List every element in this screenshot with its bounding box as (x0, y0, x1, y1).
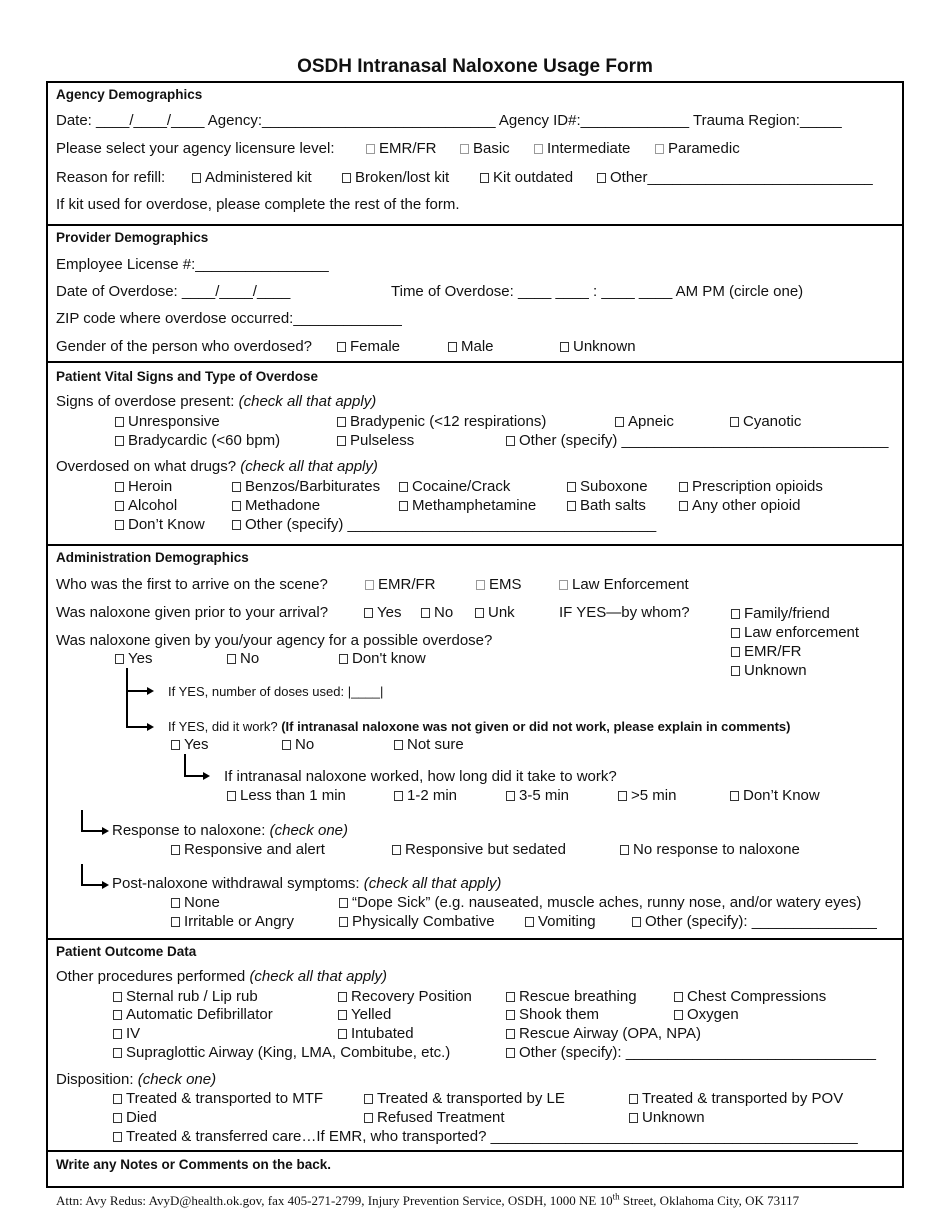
refill-other[interactable]: Other___________________________ (597, 169, 873, 187)
proc-yelled[interactable]: Yelled (338, 1006, 391, 1024)
sign-bradypenic[interactable]: Bradypenic (<12 respirations) (337, 413, 546, 431)
footer-contact: Attn: Avy Redus: AvyD@health.ok.gov, fax 405-271-2799, Injury Prevention Service, OSDH, 1000 NE 10th Street, Oklahoma City, OK 73117 (56, 1191, 800, 1208)
provider-heading: Provider Demographics (56, 230, 209, 245)
connector-line (126, 726, 148, 728)
sign-pulseless[interactable]: Pulseless (337, 432, 414, 450)
work-not-sure[interactable]: Not sure (394, 736, 464, 754)
checkbox-icon[interactable] (629, 1094, 638, 1104)
checkbox-icon[interactable] (115, 417, 124, 427)
drugs-label: Overdosed on what drugs? (check all that apply) (56, 458, 378, 475)
checkbox-icon[interactable] (731, 628, 740, 638)
checkbox-icon[interactable] (113, 1132, 122, 1142)
checkbox-icon[interactable] (618, 791, 627, 801)
drug-benzos[interactable]: Benzos/Barbiturates (232, 478, 380, 496)
checkbox-icon[interactable] (338, 1010, 347, 1020)
drug-bath-salts[interactable]: Bath salts (567, 497, 646, 515)
checkbox-icon[interactable] (366, 144, 375, 154)
refill-broken[interactable]: Broken/lost kit (342, 169, 449, 187)
checkbox-icon[interactable] (559, 580, 568, 590)
drug-heroin[interactable]: Heroin (115, 478, 172, 496)
connector-line (81, 830, 103, 832)
form-title: OSDH Intranasal Naloxone Usage Form (297, 56, 653, 77)
section-divider (46, 544, 904, 546)
checkbox-icon[interactable] (337, 342, 346, 352)
whom-emr-fr[interactable]: EMR/FR (731, 643, 802, 661)
drug-methamphetamine[interactable]: Methamphetamine (399, 497, 536, 515)
disp-unknown[interactable]: Unknown (629, 1109, 705, 1127)
checkbox-icon[interactable] (337, 436, 346, 446)
checkbox-icon[interactable] (506, 1029, 515, 1039)
checkbox-icon[interactable] (476, 580, 485, 590)
checkbox-icon[interactable] (480, 173, 489, 183)
refill-outdated[interactable]: Kit outdated (480, 169, 573, 187)
section-divider (46, 938, 904, 940)
checkbox-icon[interactable] (560, 342, 569, 352)
checkbox-icon[interactable] (506, 1010, 515, 1020)
checkbox-icon[interactable] (674, 992, 683, 1002)
checkbox-icon[interactable] (629, 1113, 638, 1123)
disp-le[interactable]: Treated & transported by LE (364, 1090, 565, 1108)
whom-unknown[interactable]: Unknown (731, 662, 807, 680)
drug-cocaine[interactable]: Cocaine/Crack (399, 478, 510, 496)
agency-heading: Agency Demographics (56, 87, 203, 102)
outcome-heading: Patient Outcome Data (56, 944, 197, 959)
disp-mtf[interactable]: Treated & transported to MTF (113, 1090, 323, 1108)
arrow-right-icon (147, 687, 154, 695)
checkbox-icon[interactable] (227, 791, 236, 801)
proc-oxygen[interactable]: Oxygen (674, 1006, 739, 1024)
prior-yes[interactable]: Yes (364, 604, 401, 622)
doses-used-field[interactable]: If YES, number of doses used: |____| (168, 684, 384, 699)
proc-rescue-airway[interactable]: Rescue Airway (OPA, NPA) (506, 1025, 701, 1043)
proc-recovery-position[interactable]: Recovery Position (338, 988, 472, 1006)
checkbox-icon[interactable] (421, 608, 430, 618)
signs-label: Signs of overdose present: (check all that apply) (56, 393, 377, 410)
withdrawal-combative[interactable]: Physically Combative (339, 913, 495, 931)
licensure-label: Please select your agency licensure level: (56, 140, 335, 157)
withdrawal-other[interactable]: Other (specify): _______________ (632, 913, 877, 931)
arrow-right-icon (102, 881, 109, 889)
connector-line (126, 668, 128, 728)
drug-other[interactable]: Other (specify) _____________________________________ (232, 516, 656, 534)
disp-transferred[interactable]: Treated & transferred care…If EMR, who transported? ____________________________________________ (113, 1128, 858, 1146)
checkbox-icon[interactable] (113, 1010, 122, 1020)
licensure-emr-fr[interactable]: EMR/FR (366, 140, 437, 158)
checkbox-icon[interactable] (506, 791, 515, 801)
checkbox-icon[interactable] (655, 144, 664, 154)
refill-administered[interactable]: Administered kit (192, 169, 312, 187)
drug-prescription-opioids[interactable]: Prescription opioids (679, 478, 823, 496)
checkbox-icon[interactable] (679, 482, 688, 492)
licensure-intermediate[interactable]: Intermediate (534, 140, 630, 158)
checkbox-icon[interactable] (567, 482, 576, 492)
admin-heading: Administration Demographics (56, 550, 249, 565)
proc-intubated[interactable]: Intubated (338, 1025, 414, 1043)
checkbox-icon[interactable] (113, 1048, 122, 1058)
checkbox-icon[interactable] (338, 1029, 347, 1039)
checkbox-icon[interactable] (115, 436, 124, 446)
disposition-label: Disposition: (check one) (56, 1071, 217, 1088)
withdrawal-none[interactable]: None (171, 894, 220, 912)
checkbox-icon[interactable] (730, 417, 739, 427)
if-yes-by-whom-label: IF YES—by whom? (559, 604, 690, 621)
checkbox-icon[interactable] (339, 654, 348, 664)
arrow-right-icon (203, 772, 210, 780)
work-no[interactable]: No (282, 736, 314, 754)
checkbox-icon[interactable] (364, 1113, 373, 1123)
section-divider (46, 361, 904, 363)
vitals-heading: Patient Vital Signs and Type of Overdose (56, 369, 319, 384)
given-dont-know[interactable]: Don't know (339, 650, 426, 668)
checkbox-icon[interactable] (731, 666, 740, 676)
proc-defibrillator[interactable]: Automatic Defibrillator (113, 1006, 273, 1024)
prior-no[interactable]: No (421, 604, 453, 622)
checkbox-icon[interactable] (399, 501, 408, 511)
checkbox-icon[interactable] (232, 482, 241, 492)
whom-law-enforcement[interactable]: Law enforcement (731, 624, 859, 642)
checkbox-icon[interactable] (339, 917, 348, 927)
checkbox-icon[interactable] (227, 654, 236, 664)
whom-family-friend[interactable]: Family/friend (731, 605, 830, 623)
first-emr-fr[interactable]: EMR/FR (365, 576, 436, 594)
checkbox-icon[interactable] (475, 608, 484, 618)
gender-male[interactable]: Male (448, 338, 494, 356)
howlong-less-1[interactable]: Less than 1 min (227, 787, 346, 805)
gender-unknown[interactable]: Unknown (560, 338, 636, 356)
proc-supraglottic[interactable]: Supraglottic Airway (King, LMA, Combitube, etc.) (113, 1044, 450, 1062)
checkbox-icon[interactable] (731, 647, 740, 657)
withdrawal-dope-sick[interactable]: “Dope Sick” (e.g. nauseated, muscle aches, runny nose, and/or watery eyes) (339, 894, 861, 912)
checkbox-icon[interactable] (171, 740, 180, 750)
given-no[interactable]: No (227, 650, 259, 668)
drug-methadone[interactable]: Methadone (232, 497, 320, 515)
given-yes[interactable]: Yes (115, 650, 152, 668)
howlong-1-2[interactable]: 1-2 min (394, 787, 457, 805)
arrow-right-icon (102, 827, 109, 835)
withdrawal-vomiting[interactable]: Vomiting (525, 913, 596, 931)
drug-other-opioid[interactable]: Any other opioid (679, 497, 800, 515)
checkbox-icon[interactable] (730, 791, 739, 801)
checkbox-icon[interactable] (394, 740, 403, 750)
checkbox-icon[interactable] (506, 436, 515, 446)
arrow-right-icon (147, 723, 154, 731)
connector-line (81, 864, 83, 886)
drug-alcohol[interactable]: Alcohol (115, 497, 177, 515)
first-arrival-label: Who was the first to arrive on the scene? (56, 576, 328, 593)
how-long-label: If intranasal naloxone worked, how long did it take to work? (224, 768, 617, 785)
section-divider (46, 224, 904, 226)
checkbox-icon[interactable] (632, 917, 641, 927)
sign-apneic[interactable]: Apneic (615, 413, 674, 431)
checkbox-icon[interactable] (232, 520, 241, 530)
checkbox-icon[interactable] (394, 791, 403, 801)
zip-code-field[interactable]: ZIP code where overdose occurred:_____________ (56, 310, 402, 327)
section-divider (46, 1150, 904, 1152)
checkbox-icon[interactable] (597, 173, 606, 183)
checkbox-icon[interactable] (115, 654, 124, 664)
checkbox-icon[interactable] (337, 417, 346, 427)
checkbox-icon[interactable] (282, 740, 291, 750)
proc-iv[interactable]: IV (113, 1025, 140, 1043)
procedures-label: Other procedures performed (check all that apply) (56, 968, 388, 985)
connector-line (126, 690, 148, 692)
connector-line (184, 775, 204, 777)
withdrawal-label: Post-naloxone withdrawal symptoms: (check all that apply) (112, 875, 502, 892)
sign-unresponsive[interactable]: Unresponsive (115, 413, 220, 431)
checkbox-icon[interactable] (364, 1094, 373, 1104)
proc-other[interactable]: Other (specify): ______________________________ (506, 1044, 876, 1062)
gender-female[interactable]: Female (337, 338, 400, 356)
checkbox-icon[interactable] (620, 845, 629, 855)
response-none[interactable]: No response to naloxone (620, 841, 800, 859)
proc-shook-them[interactable]: Shook them (506, 1006, 599, 1024)
sign-cyanotic[interactable]: Cyanotic (730, 413, 801, 431)
checkbox-icon[interactable] (460, 144, 469, 154)
disp-died[interactable]: Died (113, 1109, 157, 1127)
checkbox-icon[interactable] (171, 917, 180, 927)
notes-instruction: Write any Notes or Comments on the back. (56, 1157, 332, 1172)
prior-unk[interactable]: Unk (475, 604, 515, 622)
employee-license-field[interactable]: Employee License #:________________ (56, 256, 329, 273)
checkbox-icon[interactable] (113, 1113, 122, 1123)
sign-bradycardic[interactable]: Bradycardic (<60 bpm) (115, 432, 280, 450)
first-law-enforcement[interactable]: Law Enforcement (559, 576, 689, 594)
checkbox-icon[interactable] (506, 1048, 515, 1058)
agency-info-line[interactable]: Date: ____/____/____ Agency:____________________________ Agency ID#:_____________ Trauma Region:_____ (56, 112, 842, 129)
response-sedated[interactable]: Responsive but sedated (392, 841, 566, 859)
howlong-dont-know[interactable]: Don’t Know (730, 787, 820, 805)
checkbox-icon[interactable] (342, 173, 351, 183)
licensure-basic[interactable]: Basic (460, 140, 510, 158)
prior-label: Was naloxone given prior to your arrival? (56, 604, 329, 621)
disp-refused[interactable]: Refused Treatment (364, 1109, 505, 1127)
first-ems[interactable]: EMS (476, 576, 522, 594)
checkbox-icon[interactable] (113, 1094, 122, 1104)
checkbox-icon[interactable] (534, 144, 543, 154)
refill-label: Reason for refill: (56, 169, 166, 186)
checkbox-icon[interactable] (506, 992, 515, 1002)
checkbox-icon[interactable] (679, 501, 688, 511)
checkbox-icon[interactable] (192, 173, 201, 183)
checkbox-icon[interactable] (232, 501, 241, 511)
proc-chest-compressions[interactable]: Chest Compressions (674, 988, 826, 1006)
connector-line (81, 810, 83, 832)
time-of-overdose-field[interactable]: Time of Overdose: ____ ____ : ____ ____ AM PM (circle one) (391, 283, 804, 300)
disp-pov[interactable]: Treated & transported by POV (629, 1090, 843, 1108)
checkbox-icon[interactable] (615, 417, 624, 427)
kit-note: If kit used for overdose, please complete the rest of the form. (56, 196, 460, 213)
connector-line (81, 884, 103, 886)
drug-suboxone[interactable]: Suboxone (567, 478, 648, 496)
checkbox-icon[interactable] (399, 482, 408, 492)
withdrawal-irritable[interactable]: Irritable or Angry (171, 913, 294, 931)
checkbox-icon[interactable] (448, 342, 457, 352)
checkbox-icon[interactable] (115, 482, 124, 492)
checkbox-icon[interactable] (525, 917, 534, 927)
response-alert[interactable]: Responsive and alert (171, 841, 325, 859)
howlong-3-5[interactable]: 3-5 min (506, 787, 569, 805)
connector-line (184, 754, 186, 777)
gender-label: Gender of the person who overdosed? (56, 338, 313, 355)
checkbox-icon[interactable] (338, 992, 347, 1002)
checkbox-icon[interactable] (364, 608, 373, 618)
given-label: Was naloxone given by you/your agency for a possible overdose? (56, 632, 493, 649)
checkbox-icon[interactable] (115, 520, 124, 530)
checkbox-icon[interactable] (113, 992, 122, 1002)
proc-sternal-rub[interactable]: Sternal rub / Lip rub (113, 988, 258, 1006)
checkbox-icon[interactable] (731, 609, 740, 619)
checkbox-icon[interactable] (365, 580, 374, 590)
work-yes[interactable]: Yes (171, 736, 208, 754)
did-it-work-label: If YES, did it work? (If intranasal naloxone was not given or did not work, please explain in comments) (168, 719, 791, 734)
date-of-overdose-field[interactable]: Date of Overdose: ____/____/____ (56, 283, 291, 300)
checkbox-icon[interactable] (567, 501, 576, 511)
checkbox-icon[interactable] (115, 501, 124, 511)
checkbox-icon[interactable] (171, 898, 180, 908)
licensure-paramedic[interactable]: Paramedic (655, 140, 740, 158)
checkbox-icon[interactable] (674, 1010, 683, 1020)
response-label: Response to naloxone: (check one) (112, 822, 348, 839)
checkbox-icon[interactable] (171, 845, 180, 855)
checkbox-icon[interactable] (339, 898, 348, 908)
proc-rescue-breathing[interactable]: Rescue breathing (506, 988, 637, 1006)
checkbox-icon[interactable] (392, 845, 401, 855)
howlong-over-5[interactable]: >5 min (618, 787, 676, 805)
checkbox-icon[interactable] (113, 1029, 122, 1039)
sign-other[interactable]: Other (specify) ________________________________ (506, 432, 888, 450)
drug-dont-know[interactable]: Don’t Know (115, 516, 205, 534)
